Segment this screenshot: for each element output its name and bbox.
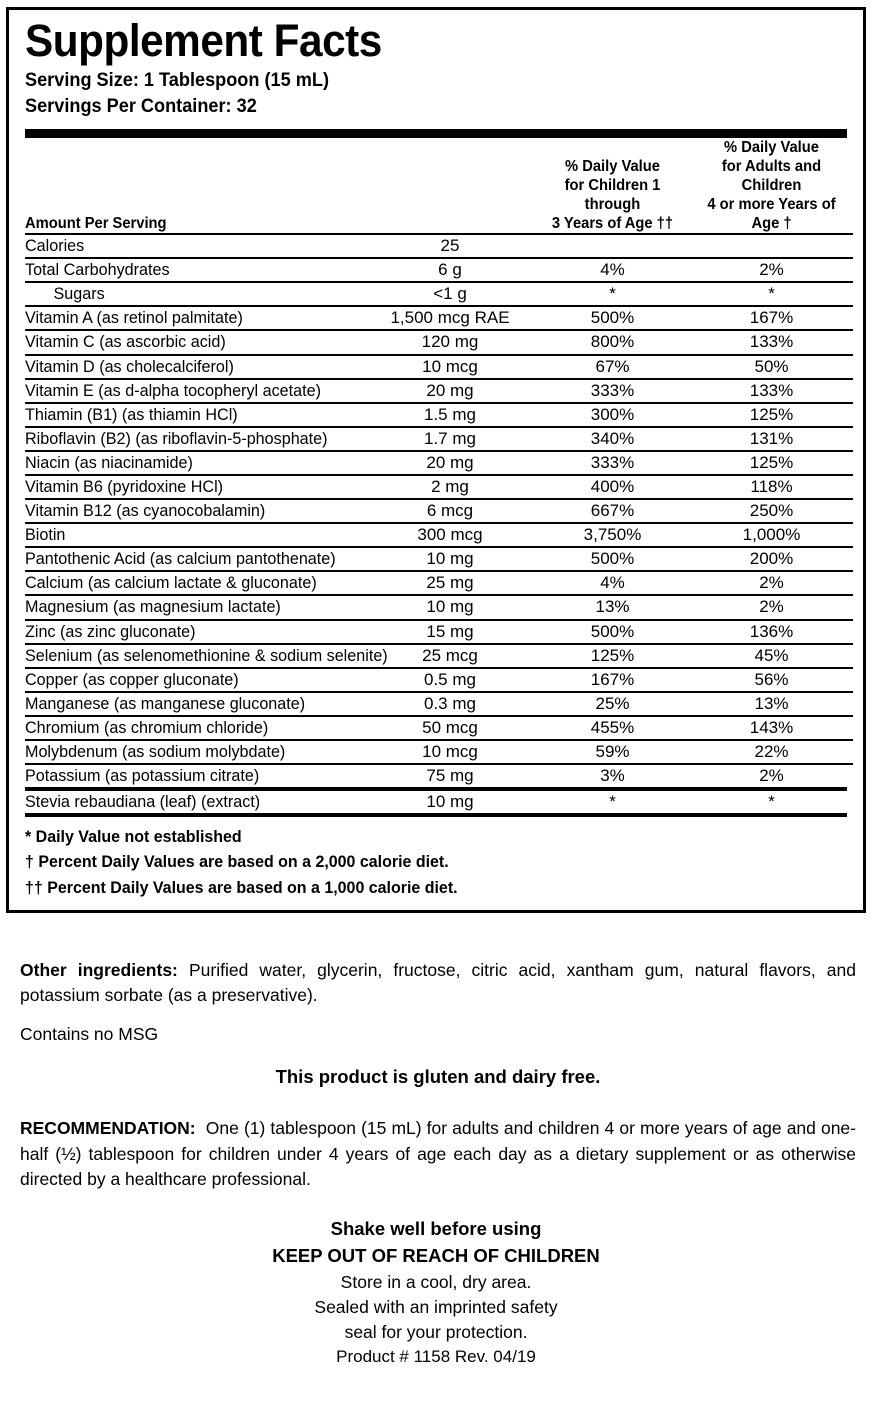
footnotes <box>25 817 847 899</box>
row-dv-adults: 200% <box>690 547 853 571</box>
row-name: Manganese (as manganese gluconate) <box>25 692 348 716</box>
row-dv-adults: 133% <box>690 330 853 354</box>
row-amount: 10 mcg <box>365 355 535 379</box>
recommendation <box>20 1116 856 1193</box>
serving-size: Serving Size: 1 Tablespoon (15 mL) <box>25 68 329 91</box>
seal-statement-line2: seal for your protection. <box>344 1322 528 1343</box>
row-amount: 10 mg <box>365 547 535 571</box>
row-dv-adults: 1,000% <box>690 523 853 547</box>
row-amount: <1 g <box>365 282 535 306</box>
row-dv-adults: 250% <box>690 499 853 523</box>
footnote-double-dagger: †† Percent Daily Values are based on a 1,000 calorie diet. <box>25 877 458 897</box>
row-dv-children: 4% <box>535 571 690 595</box>
row-name: Vitamin A (as retinol palmitate) <box>25 306 348 330</box>
row-dv-children: 667% <box>535 499 690 523</box>
table-row <box>25 764 853 787</box>
row-dv-children: 167% <box>535 668 690 692</box>
footnote-dagger: † Percent Daily Values are based on a 2,000 calorie diet. <box>25 852 449 872</box>
row-name: Molybdenum (as sodium molybdate) <box>25 740 348 764</box>
row-dv-adults <box>690 234 853 258</box>
row-dv-children: 500% <box>535 620 690 644</box>
row-dv-adults: 2% <box>690 764 853 787</box>
closing-statements <box>0 1215 872 1345</box>
product-number-revision: Product # 1158 Rev. 04/19 <box>336 1347 536 1366</box>
table-row <box>25 620 853 644</box>
row-name: Copper (as copper gluconate) <box>25 668 348 692</box>
nutrient-rows <box>25 234 853 787</box>
table-row <box>25 282 853 306</box>
row-name: Magnesium (as magnesium lactate) <box>25 595 348 619</box>
row-dv-children: 500% <box>535 306 690 330</box>
header-dv-adults <box>694 138 849 234</box>
row-name: Stevia rebaudiana (leaf) (extract) <box>25 792 261 812</box>
row-amount: 10 mg <box>426 792 474 812</box>
row-amount: 0.3 mg <box>365 692 535 716</box>
table-row <box>25 427 853 451</box>
table-row <box>25 499 853 523</box>
row-name: Total Carbohydrates <box>25 258 348 282</box>
botanical-table <box>25 791 853 813</box>
row-dv-adults: 2% <box>690 595 853 619</box>
row-dv-adults: 167% <box>690 306 853 330</box>
table-row <box>25 403 853 427</box>
row-dv-adults: * <box>768 792 775 812</box>
row-name: Vitamin D (as cholecalciferol) <box>25 355 348 379</box>
header-dv-children-line1: % Daily Value <box>565 157 660 175</box>
row-name: Potassium (as potassium citrate) <box>25 764 348 787</box>
storage-statement: Store in a cool, dry area. <box>340 1271 532 1292</box>
row-amount: 0.5 mg <box>365 668 535 692</box>
row-amount: 300 mcg <box>365 523 535 547</box>
row-dv-adults: 2% <box>690 258 853 282</box>
table-row <box>25 571 853 595</box>
row-name: Thiamin (B1) (as thiamin HCl) <box>25 403 348 427</box>
other-ingredients <box>20 958 856 1008</box>
row-amount: 75 mg <box>365 764 535 787</box>
row-dv-adults: 133% <box>690 379 853 403</box>
row-amount: 10 mg <box>365 595 535 619</box>
row-amount: 1,500 mcg RAE <box>365 306 535 330</box>
row-name: Vitamin C (as ascorbic acid) <box>25 330 348 354</box>
row-amount: 25 mcg <box>365 644 535 668</box>
row-dv-children: 59% <box>535 740 690 764</box>
row-amount: 120 mg <box>365 330 535 354</box>
row-name: Zinc (as zinc gluconate) <box>25 620 348 644</box>
row-name: Biotin <box>25 523 348 547</box>
row-name: Selenium (as selenomethionine & sodium selenite) <box>25 644 348 668</box>
row-amount: 50 mcg <box>365 716 535 740</box>
row-name: Calcium (as calcium lactate & gluconate) <box>25 571 348 595</box>
row-dv-adults: 22% <box>690 740 853 764</box>
table-row <box>25 644 853 668</box>
table-row <box>25 595 853 619</box>
row-dv-children: 3,750% <box>535 523 690 547</box>
row-dv-children: 500% <box>535 547 690 571</box>
row-dv-children: 333% <box>535 379 690 403</box>
row-name: Vitamin E (as d-alpha tocopheryl acetate) <box>25 379 348 403</box>
row-dv-children: 67% <box>535 355 690 379</box>
row-dv-adults: 13% <box>690 692 853 716</box>
supplement-facts-panel <box>6 7 866 913</box>
row-dv-adults: 2% <box>690 571 853 595</box>
shake-well-statement: Shake well before using <box>330 1218 542 1239</box>
gluten-dairy-free-statement: This product is gluten and dairy free. <box>275 1066 601 1088</box>
recommendation-text: One (1) tablespoon (15 mL) for adults and children 4 or more years of age and one-half (½) tablespoon for children under 4 years of age each day as a dietary supplement or as otherwise directed by a healthcare professional. <box>20 1118 856 1190</box>
row-dv-children: 400% <box>535 475 690 499</box>
panel-title: Supplement Facts <box>25 15 382 66</box>
row-dv-children: 300% <box>535 403 690 427</box>
row-amount: 1.7 mg <box>365 427 535 451</box>
table-row <box>25 258 853 282</box>
row-dv-adults: 143% <box>690 716 853 740</box>
table-row <box>25 355 853 379</box>
row-amount: 25 <box>365 234 535 258</box>
header-dv-children-line2: for Children 1 through <box>564 176 661 213</box>
header-amount-per-serving: Amount Per Serving <box>25 215 167 233</box>
row-name: Pantothenic Acid (as calcium pantothenate) <box>25 547 348 571</box>
row-dv-adults: 125% <box>690 451 853 475</box>
row-dv-children: 340% <box>535 427 690 451</box>
row-dv-adults: 118% <box>690 475 853 499</box>
header-dv-children <box>539 138 686 234</box>
row-name: Sugars <box>25 282 348 306</box>
row-dv-adults: * <box>690 282 853 306</box>
recommendation-label: RECOMMENDATION: <box>20 1118 196 1139</box>
row-dv-children: 455% <box>535 716 690 740</box>
row-dv-adults: 50% <box>690 355 853 379</box>
row-dv-adults: 45% <box>690 644 853 668</box>
row-name: Niacin (as niacinamide) <box>25 451 348 475</box>
row-dv-children: * <box>609 792 616 812</box>
row-dv-adults: 125% <box>690 403 853 427</box>
panel-top-rule <box>25 129 847 138</box>
table-row <box>25 547 853 571</box>
label-body-text <box>20 958 856 1193</box>
table-row <box>25 234 853 258</box>
row-amount: 10 mcg <box>365 740 535 764</box>
row-amount: 15 mg <box>365 620 535 644</box>
row-name: Vitamin B12 (as cyanocobalamin) <box>25 499 348 523</box>
row-dv-children: 25% <box>535 692 690 716</box>
table-header <box>25 138 853 234</box>
row-dv-adults: 136% <box>690 620 853 644</box>
header-dv-adults-line3: 4 or more Years of Age † <box>707 195 836 232</box>
table-row <box>25 692 853 716</box>
servings-per-container: Servings Per Container: 32 <box>25 94 257 117</box>
footnote-asterisk: * Daily Value not established <box>25 827 242 847</box>
row-name: Calories <box>25 234 348 258</box>
table-row <box>25 740 853 764</box>
row-dv-children: * <box>535 282 690 306</box>
table-row <box>25 791 853 813</box>
header-dv-adults-line1: % Daily Value <box>724 138 819 156</box>
table-row <box>25 523 853 547</box>
row-dv-adults: 56% <box>690 668 853 692</box>
row-amount: 20 mg <box>365 379 535 403</box>
row-dv-adults: 131% <box>690 427 853 451</box>
header-dv-children-line3: 3 Years of Age †† <box>551 214 674 232</box>
table-row <box>25 379 853 403</box>
table-row <box>25 451 853 475</box>
seal-statement-line1: Sealed with an imprinted safety <box>314 1296 558 1317</box>
table-row <box>25 668 853 692</box>
table-row <box>25 475 853 499</box>
row-amount: 1.5 mg <box>365 403 535 427</box>
other-ingredients-label: Other ingredients: <box>20 960 178 980</box>
table-row <box>25 306 853 330</box>
row-amount: 6 g <box>365 258 535 282</box>
table-row <box>25 330 853 354</box>
keep-out-of-reach-statement: KEEP OUT OF REACH OF CHILDREN <box>272 1245 600 1267</box>
row-dv-children: 800% <box>535 330 690 354</box>
row-dv-children <box>535 234 690 258</box>
other-ingredients-text: Purified water, glycerin, fructose, citric acid, xantham gum, natural flavors, and potassium sorbate (as a preservative). <box>20 960 856 1005</box>
row-amount: 25 mg <box>365 571 535 595</box>
table-row <box>25 716 853 740</box>
row-amount: 6 mcg <box>365 499 535 523</box>
contains-no-msg: Contains no MSG <box>20 1023 159 1044</box>
header-dv-adults-line2: for Adults and Children <box>721 157 822 194</box>
row-name: Riboflavin (B2) (as riboflavin-5-phosphate) <box>25 427 348 451</box>
row-name: Chromium (as chromium chloride) <box>25 716 348 740</box>
row-dv-children: 13% <box>535 595 690 619</box>
row-dv-children: 3% <box>535 764 690 787</box>
nutrition-table <box>25 138 853 787</box>
row-dv-children: 4% <box>535 258 690 282</box>
row-amount: 20 mg <box>365 451 535 475</box>
row-dv-children: 333% <box>535 451 690 475</box>
row-amount: 2 mg <box>365 475 535 499</box>
row-name: Vitamin B6 (pyridoxine HCl) <box>25 475 348 499</box>
row-dv-children: 125% <box>535 644 690 668</box>
